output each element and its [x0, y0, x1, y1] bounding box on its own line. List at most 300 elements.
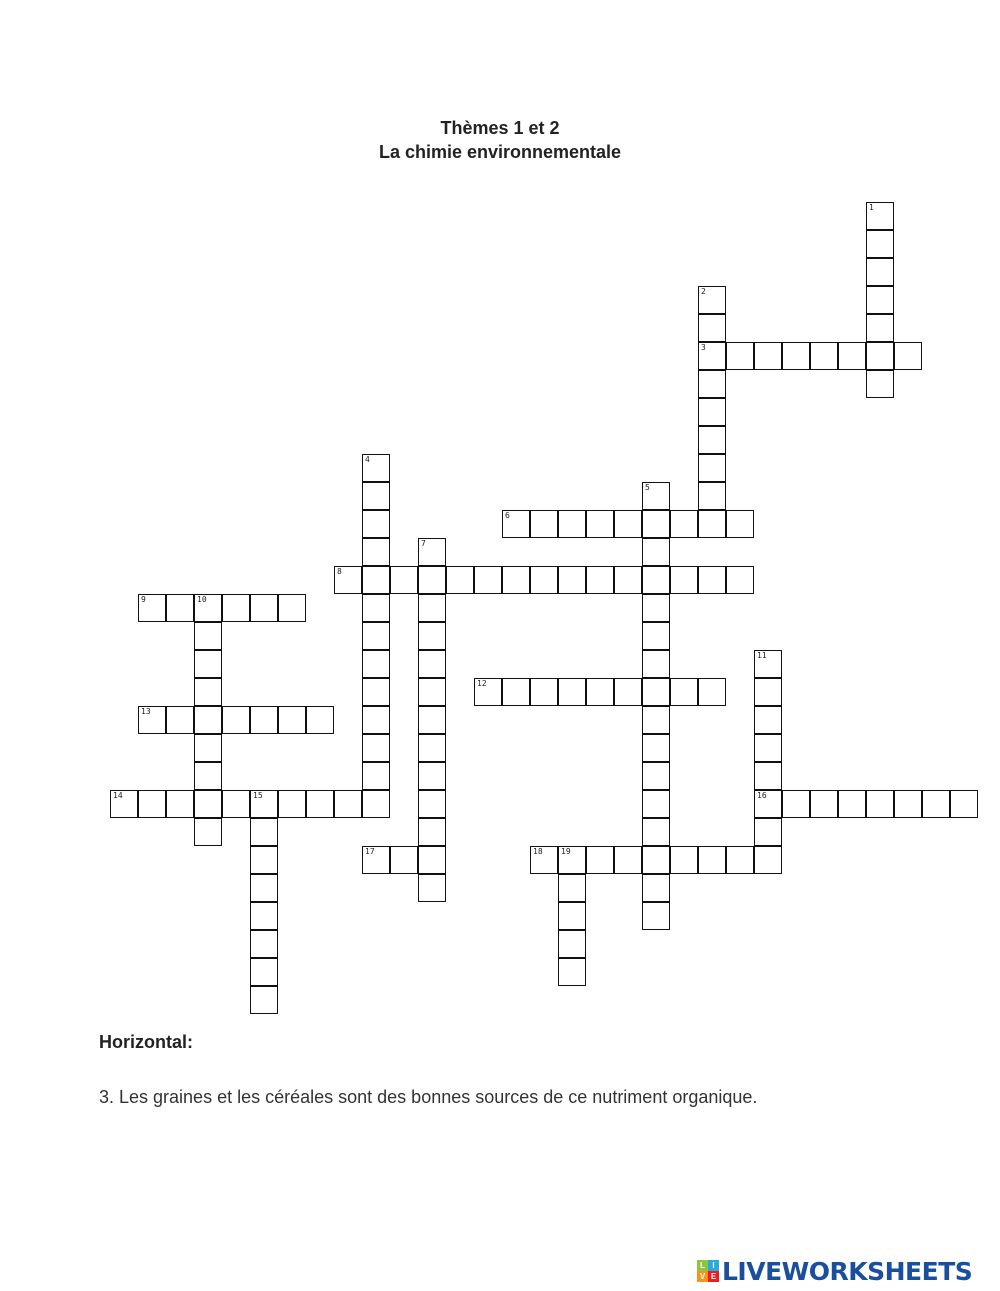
crossword-cell[interactable]	[754, 734, 782, 762]
crossword-cell-input[interactable]	[419, 623, 445, 649]
crossword-cell-input[interactable]	[195, 595, 221, 621]
crossword-cell[interactable]	[138, 790, 166, 818]
crossword-cell-input[interactable]	[139, 791, 165, 817]
crossword-cell-input[interactable]	[867, 231, 893, 257]
crossword-cell-input[interactable]	[363, 735, 389, 761]
crossword-cell[interactable]	[362, 678, 390, 706]
crossword-cell-input[interactable]	[699, 847, 725, 873]
crossword-cell[interactable]	[250, 986, 278, 1014]
crossword-cell-input[interactable]	[419, 875, 445, 901]
crossword-cell-input[interactable]	[643, 679, 669, 705]
crossword-cell-input[interactable]	[251, 959, 277, 985]
crossword-cell-input[interactable]	[503, 567, 529, 593]
crossword-cell-input[interactable]	[699, 483, 725, 509]
crossword-cell-input[interactable]	[419, 847, 445, 873]
crossword-cell[interactable]	[558, 678, 586, 706]
crossword-cell-input[interactable]	[755, 763, 781, 789]
crossword-cell[interactable]	[138, 706, 166, 734]
crossword-cell[interactable]	[950, 790, 978, 818]
crossword-cell-input[interactable]	[643, 707, 669, 733]
crossword-cell[interactable]	[194, 706, 222, 734]
crossword-cell[interactable]	[250, 818, 278, 846]
crossword-cell-input[interactable]	[419, 819, 445, 845]
crossword-cell-input[interactable]	[587, 511, 613, 537]
crossword-cell-input[interactable]	[839, 343, 865, 369]
crossword-cell[interactable]	[194, 734, 222, 762]
crossword-cell-input[interactable]	[307, 791, 333, 817]
crossword-cell-input[interactable]	[419, 791, 445, 817]
crossword-cell-input[interactable]	[699, 679, 725, 705]
crossword-cell-input[interactable]	[699, 427, 725, 453]
crossword-cell[interactable]	[670, 510, 698, 538]
crossword-cell-input[interactable]	[363, 651, 389, 677]
crossword-cell[interactable]	[362, 538, 390, 566]
crossword-cell[interactable]	[558, 566, 586, 594]
crossword-cell[interactable]	[642, 818, 670, 846]
crossword-cell[interactable]	[418, 650, 446, 678]
crossword-cell-input[interactable]	[755, 651, 781, 677]
crossword-cell[interactable]	[418, 734, 446, 762]
crossword-cell-input[interactable]	[195, 791, 221, 817]
crossword-cell[interactable]	[306, 706, 334, 734]
crossword-cell[interactable]	[866, 202, 894, 230]
crossword-cell-input[interactable]	[223, 791, 249, 817]
crossword-cell[interactable]	[866, 286, 894, 314]
crossword-cell-input[interactable]	[195, 651, 221, 677]
crossword-cell-input[interactable]	[531, 847, 557, 873]
crossword-cell[interactable]	[362, 510, 390, 538]
crossword-cell-input[interactable]	[755, 847, 781, 873]
crossword-cell[interactable]	[194, 790, 222, 818]
crossword-cell-input[interactable]	[251, 903, 277, 929]
crossword-cell-input[interactable]	[363, 511, 389, 537]
crossword-cell[interactable]	[390, 566, 418, 594]
crossword-cell-input[interactable]	[615, 567, 641, 593]
crossword-cell[interactable]	[586, 566, 614, 594]
crossword-cell[interactable]	[194, 650, 222, 678]
crossword-cell-input[interactable]	[559, 847, 585, 873]
crossword-cell-input[interactable]	[251, 847, 277, 873]
crossword-cell[interactable]	[502, 510, 530, 538]
crossword-cell-input[interactable]	[951, 791, 977, 817]
crossword-cell[interactable]	[278, 706, 306, 734]
crossword-cell-input[interactable]	[727, 847, 753, 873]
crossword-cell-input[interactable]	[447, 567, 473, 593]
crossword-cell[interactable]	[698, 426, 726, 454]
crossword-cell-input[interactable]	[335, 791, 361, 817]
crossword-cell[interactable]	[698, 398, 726, 426]
crossword-cell[interactable]	[418, 594, 446, 622]
crossword-cell-input[interactable]	[671, 847, 697, 873]
crossword-cell[interactable]	[614, 846, 642, 874]
crossword-cell[interactable]	[642, 874, 670, 902]
crossword-cell-input[interactable]	[251, 707, 277, 733]
crossword-cell-input[interactable]	[503, 511, 529, 537]
crossword-cell[interactable]	[474, 566, 502, 594]
crossword-cell[interactable]	[614, 566, 642, 594]
crossword-cell-input[interactable]	[363, 595, 389, 621]
crossword-cell[interactable]	[698, 566, 726, 594]
crossword-cell-input[interactable]	[643, 791, 669, 817]
crossword-cell-input[interactable]	[867, 791, 893, 817]
crossword-cell-input[interactable]	[811, 791, 837, 817]
crossword-cell[interactable]	[502, 566, 530, 594]
crossword-cell[interactable]	[642, 566, 670, 594]
crossword-cell[interactable]	[362, 790, 390, 818]
crossword-cell[interactable]	[698, 342, 726, 370]
crossword-cell-input[interactable]	[251, 875, 277, 901]
crossword-cell[interactable]	[362, 594, 390, 622]
crossword-cell[interactable]	[306, 790, 334, 818]
crossword-cell-input[interactable]	[251, 791, 277, 817]
crossword-cell[interactable]	[698, 678, 726, 706]
crossword-cell[interactable]	[698, 510, 726, 538]
crossword-cell-input[interactable]	[699, 399, 725, 425]
crossword-cell[interactable]	[362, 650, 390, 678]
crossword-cell-input[interactable]	[727, 567, 753, 593]
crossword-cell-input[interactable]	[503, 679, 529, 705]
crossword-cell-input[interactable]	[363, 847, 389, 873]
crossword-cell[interactable]	[474, 678, 502, 706]
crossword-cell-input[interactable]	[671, 567, 697, 593]
crossword-cell-input[interactable]	[699, 511, 725, 537]
crossword-cell-input[interactable]	[195, 819, 221, 845]
crossword-cell[interactable]	[362, 622, 390, 650]
crossword-cell[interactable]	[726, 342, 754, 370]
crossword-cell-input[interactable]	[531, 567, 557, 593]
crossword-cell-input[interactable]	[643, 875, 669, 901]
crossword-cell[interactable]	[614, 678, 642, 706]
crossword-cell[interactable]	[670, 566, 698, 594]
crossword-cell[interactable]	[250, 706, 278, 734]
crossword-cell[interactable]	[418, 538, 446, 566]
crossword-cell-input[interactable]	[419, 735, 445, 761]
crossword-cell-input[interactable]	[587, 567, 613, 593]
crossword-cell-input[interactable]	[727, 343, 753, 369]
crossword-cell-input[interactable]	[251, 595, 277, 621]
crossword-cell-input[interactable]	[587, 679, 613, 705]
crossword-cell-input[interactable]	[699, 343, 725, 369]
crossword-cell-input[interactable]	[699, 371, 725, 397]
crossword-cell[interactable]	[894, 342, 922, 370]
crossword-cell-input[interactable]	[531, 679, 557, 705]
crossword-cell[interactable]	[558, 958, 586, 986]
crossword-cell[interactable]	[782, 790, 810, 818]
crossword-cell[interactable]	[726, 510, 754, 538]
crossword-cell-input[interactable]	[167, 791, 193, 817]
crossword-cell[interactable]	[250, 874, 278, 902]
crossword-cell[interactable]	[250, 958, 278, 986]
crossword-cell[interactable]	[362, 482, 390, 510]
crossword-cell-input[interactable]	[895, 343, 921, 369]
crossword-cell[interactable]	[754, 678, 782, 706]
crossword-cell-input[interactable]	[279, 791, 305, 817]
crossword-cell-input[interactable]	[671, 511, 697, 537]
crossword-cell-input[interactable]	[391, 567, 417, 593]
crossword-cell[interactable]	[642, 902, 670, 930]
crossword-cell-input[interactable]	[223, 707, 249, 733]
crossword-cell[interactable]	[754, 790, 782, 818]
crossword-cell-input[interactable]	[559, 567, 585, 593]
crossword-cell[interactable]	[334, 566, 362, 594]
crossword-cell[interactable]	[418, 846, 446, 874]
crossword-cell-input[interactable]	[755, 735, 781, 761]
crossword-cell[interactable]	[866, 370, 894, 398]
crossword-cell-input[interactable]	[195, 763, 221, 789]
crossword-cell[interactable]	[194, 762, 222, 790]
crossword-cell-input[interactable]	[475, 567, 501, 593]
crossword-cell[interactable]	[222, 790, 250, 818]
crossword-cell[interactable]	[418, 762, 446, 790]
crossword-cell-input[interactable]	[783, 791, 809, 817]
crossword-cell[interactable]	[726, 566, 754, 594]
crossword-cell-input[interactable]	[727, 511, 753, 537]
crossword-cell[interactable]	[250, 594, 278, 622]
crossword-cell[interactable]	[642, 510, 670, 538]
crossword-cell-input[interactable]	[363, 483, 389, 509]
crossword-cell-input[interactable]	[363, 791, 389, 817]
crossword-cell[interactable]	[642, 594, 670, 622]
crossword-cell-input[interactable]	[643, 567, 669, 593]
crossword-cell-input[interactable]	[419, 651, 445, 677]
crossword-cell[interactable]	[754, 818, 782, 846]
crossword-cell-input[interactable]	[363, 539, 389, 565]
crossword-cell[interactable]	[810, 342, 838, 370]
crossword-cell[interactable]	[782, 342, 810, 370]
crossword-cell-input[interactable]	[251, 987, 277, 1013]
crossword-cell[interactable]	[698, 846, 726, 874]
crossword-cell[interactable]	[754, 706, 782, 734]
crossword-cell-input[interactable]	[363, 623, 389, 649]
crossword-cell-input[interactable]	[615, 679, 641, 705]
crossword-cell[interactable]	[838, 790, 866, 818]
crossword-cell-input[interactable]	[559, 903, 585, 929]
crossword-cell[interactable]	[866, 790, 894, 818]
crossword-cell[interactable]	[866, 314, 894, 342]
crossword-cell[interactable]	[642, 538, 670, 566]
crossword-cell[interactable]	[894, 790, 922, 818]
crossword-cell-input[interactable]	[391, 847, 417, 873]
crossword-cell[interactable]	[502, 678, 530, 706]
crossword-cell[interactable]	[166, 790, 194, 818]
crossword-cell-input[interactable]	[279, 595, 305, 621]
crossword-cell[interactable]	[138, 594, 166, 622]
crossword-cell-input[interactable]	[615, 511, 641, 537]
crossword-cell-input[interactable]	[419, 595, 445, 621]
crossword-cell[interactable]	[250, 902, 278, 930]
crossword-cell-input[interactable]	[783, 343, 809, 369]
crossword-cell-input[interactable]	[531, 511, 557, 537]
crossword-cell-input[interactable]	[167, 707, 193, 733]
crossword-cell-input[interactable]	[363, 679, 389, 705]
crossword-cell[interactable]	[362, 846, 390, 874]
crossword-cell[interactable]	[418, 706, 446, 734]
crossword-cell[interactable]	[698, 370, 726, 398]
crossword-cell[interactable]	[614, 510, 642, 538]
crossword-cell-input[interactable]	[139, 707, 165, 733]
crossword-cell-input[interactable]	[363, 707, 389, 733]
crossword-cell-input[interactable]	[839, 791, 865, 817]
crossword-cell[interactable]	[586, 846, 614, 874]
crossword-cell[interactable]	[530, 846, 558, 874]
crossword-cell-input[interactable]	[195, 735, 221, 761]
crossword-cell-input[interactable]	[363, 763, 389, 789]
crossword-cell[interactable]	[194, 678, 222, 706]
crossword-cell[interactable]	[698, 482, 726, 510]
crossword-cell[interactable]	[250, 846, 278, 874]
crossword-cell[interactable]	[166, 706, 194, 734]
crossword-cell[interactable]	[418, 874, 446, 902]
crossword-cell[interactable]	[810, 790, 838, 818]
crossword-cell[interactable]	[586, 678, 614, 706]
crossword-cell-input[interactable]	[643, 483, 669, 509]
crossword-cell[interactable]	[642, 734, 670, 762]
crossword-cell-input[interactable]	[755, 819, 781, 845]
crossword-cell-input[interactable]	[559, 959, 585, 985]
crossword-cell[interactable]	[642, 762, 670, 790]
crossword-cell-input[interactable]	[587, 847, 613, 873]
crossword-cell-input[interactable]	[167, 595, 193, 621]
crossword-cell[interactable]	[250, 930, 278, 958]
crossword-cell[interactable]	[642, 846, 670, 874]
crossword-cell[interactable]	[866, 258, 894, 286]
crossword-cell[interactable]	[558, 846, 586, 874]
crossword-cell-input[interactable]	[867, 203, 893, 229]
crossword-cell[interactable]	[446, 566, 474, 594]
crossword-cell[interactable]	[922, 790, 950, 818]
crossword-cell[interactable]	[558, 874, 586, 902]
crossword-cell-input[interactable]	[811, 343, 837, 369]
crossword-cell[interactable]	[362, 454, 390, 482]
crossword-cell[interactable]	[754, 650, 782, 678]
crossword-cell[interactable]	[418, 566, 446, 594]
crossword-cell[interactable]	[698, 454, 726, 482]
crossword-cell-input[interactable]	[251, 931, 277, 957]
crossword-cell[interactable]	[642, 622, 670, 650]
crossword-cell[interactable]	[754, 846, 782, 874]
crossword-cell[interactable]	[362, 762, 390, 790]
crossword-cell[interactable]	[642, 790, 670, 818]
crossword-cell[interactable]	[278, 790, 306, 818]
crossword-cell-input[interactable]	[755, 707, 781, 733]
crossword-cell-input[interactable]	[923, 791, 949, 817]
crossword-cell[interactable]	[726, 846, 754, 874]
crossword-cell[interactable]	[390, 846, 418, 874]
crossword-cell[interactable]	[558, 930, 586, 958]
crossword-cell-input[interactable]	[195, 707, 221, 733]
crossword-cell[interactable]	[278, 594, 306, 622]
crossword-cell-input[interactable]	[559, 511, 585, 537]
crossword-cell[interactable]	[110, 790, 138, 818]
crossword-cell[interactable]	[670, 678, 698, 706]
crossword-cell[interactable]	[222, 706, 250, 734]
crossword-cell[interactable]	[642, 650, 670, 678]
crossword-cell[interactable]	[642, 706, 670, 734]
crossword-cell[interactable]	[642, 482, 670, 510]
crossword-cell[interactable]	[362, 706, 390, 734]
crossword-cell-input[interactable]	[363, 567, 389, 593]
crossword-cell-input[interactable]	[643, 735, 669, 761]
crossword-cell[interactable]	[418, 790, 446, 818]
crossword-cell[interactable]	[418, 622, 446, 650]
crossword-cell[interactable]	[586, 510, 614, 538]
crossword-cell-input[interactable]	[699, 315, 725, 341]
crossword-cell-input[interactable]	[755, 343, 781, 369]
crossword-cell-input[interactable]	[111, 791, 137, 817]
crossword-cell-input[interactable]	[867, 287, 893, 313]
crossword-cell-input[interactable]	[867, 259, 893, 285]
crossword-cell-input[interactable]	[699, 567, 725, 593]
crossword-cell-input[interactable]	[895, 791, 921, 817]
crossword-cell[interactable]	[530, 566, 558, 594]
crossword-cell[interactable]	[334, 790, 362, 818]
crossword-cell-input[interactable]	[419, 679, 445, 705]
crossword-cell-input[interactable]	[643, 819, 669, 845]
crossword-cell[interactable]	[418, 678, 446, 706]
crossword-cell-input[interactable]	[643, 903, 669, 929]
crossword-cell[interactable]	[166, 594, 194, 622]
crossword-cell[interactable]	[642, 678, 670, 706]
crossword-cell-input[interactable]	[475, 679, 501, 705]
crossword-cell-input[interactable]	[867, 315, 893, 341]
crossword-cell[interactable]	[530, 678, 558, 706]
crossword-cell[interactable]	[558, 510, 586, 538]
crossword-cell-input[interactable]	[643, 763, 669, 789]
crossword-cell[interactable]	[754, 762, 782, 790]
crossword-cell-input[interactable]	[559, 931, 585, 957]
crossword-cell-input[interactable]	[559, 679, 585, 705]
crossword-cell-input[interactable]	[755, 791, 781, 817]
crossword-cell[interactable]	[194, 818, 222, 846]
crossword-cell-input[interactable]	[671, 679, 697, 705]
crossword-cell[interactable]	[866, 342, 894, 370]
crossword-cell[interactable]	[194, 622, 222, 650]
crossword-cell[interactable]	[698, 314, 726, 342]
crossword-cell-input[interactable]	[755, 679, 781, 705]
crossword-cell-input[interactable]	[419, 707, 445, 733]
crossword-cell-input[interactable]	[643, 511, 669, 537]
crossword-cell[interactable]	[418, 818, 446, 846]
crossword-cell-input[interactable]	[307, 707, 333, 733]
crossword-cell[interactable]	[698, 286, 726, 314]
crossword-cell-input[interactable]	[559, 875, 585, 901]
crossword-cell-input[interactable]	[699, 455, 725, 481]
crossword-cell-input[interactable]	[279, 707, 305, 733]
crossword-cell-input[interactable]	[363, 455, 389, 481]
crossword-cell[interactable]	[222, 594, 250, 622]
crossword-cell-input[interactable]	[223, 595, 249, 621]
crossword-cell-input[interactable]	[643, 651, 669, 677]
crossword-cell-input[interactable]	[643, 539, 669, 565]
crossword-cell-input[interactable]	[251, 819, 277, 845]
crossword-cell[interactable]	[250, 790, 278, 818]
crossword-cell-input[interactable]	[867, 371, 893, 397]
crossword-cell[interactable]	[754, 342, 782, 370]
crossword-cell[interactable]	[558, 902, 586, 930]
crossword-cell[interactable]	[194, 594, 222, 622]
crossword-cell[interactable]	[362, 734, 390, 762]
crossword-cell[interactable]	[838, 342, 866, 370]
crossword-cell[interactable]	[530, 510, 558, 538]
crossword-cell-input[interactable]	[643, 847, 669, 873]
crossword-cell-input[interactable]	[139, 595, 165, 621]
crossword-cell-input[interactable]	[699, 287, 725, 313]
crossword-cell[interactable]	[670, 846, 698, 874]
crossword-cell-input[interactable]	[643, 595, 669, 621]
crossword-cell-input[interactable]	[867, 343, 893, 369]
crossword-cell-input[interactable]	[195, 623, 221, 649]
crossword-cell-input[interactable]	[419, 567, 445, 593]
